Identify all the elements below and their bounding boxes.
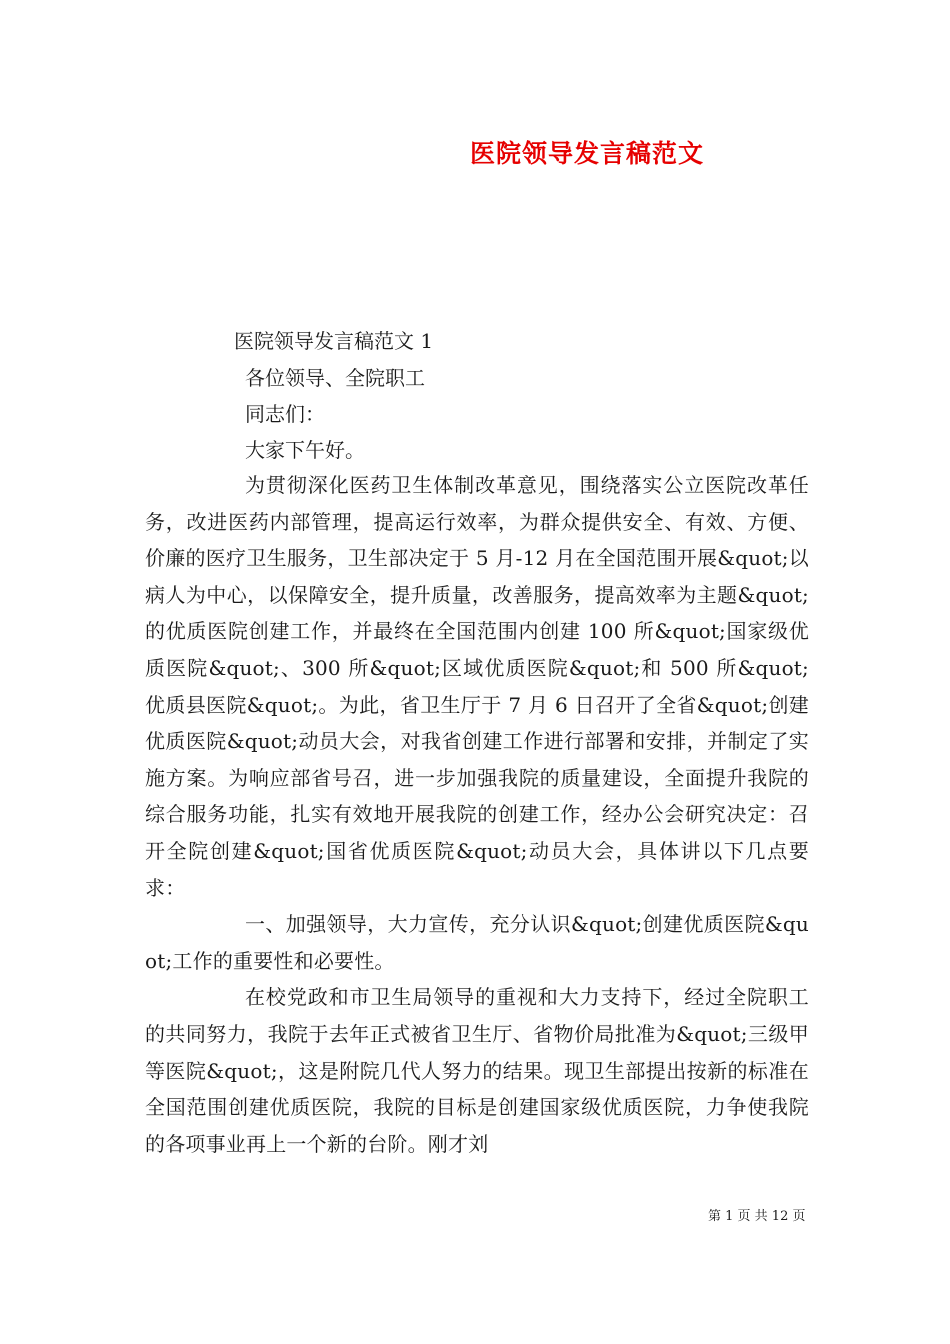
salutation-line-1: 各位领导、全院职工 [245, 366, 425, 390]
paragraph-3: 在校党政和市卫生局领导的重视和大力支持下，经过全院职工的共同努力，我院于去年正式被省卫生厅、省物价局批准为&quot;三级甲等医院&quot;，这是附院几代人努力的结果。现卫生部提出按新的标准在全国范围创建优质医院，我院的目标是创建国家级优质医院，力争使我院的各项事业再上一个新的台阶。刚才刘 [145, 985, 809, 1156]
paragraph-2: 一、加强领导，大力宣传，充分认识&quot;创建优质医院&quot;工作的重要性和必要性。 [145, 912, 809, 973]
page-number-footer: 第 1 页 共 12 页 [708, 1209, 806, 1224]
subheading: 医院领导发言稿范文 1 [234, 329, 434, 353]
document-title: 医院领导发言稿范文 [470, 139, 705, 168]
greeting-line: 大家下午好。 [245, 438, 365, 462]
body-text [145, 467, 809, 1162]
salutation-line-2: 同志们： [245, 402, 325, 426]
paragraph-1: 为贯彻深化医药卫生体制改革意见，围绕落实公立医院改革任务，改进医药内部管理，提高运行效率，为群众提供安全、有效、方便、价廉的医疗卫生服务，卫生部决定于 5 月-12 月在全国范围开展&quot;以病人为中心，以保障安全，提升质量，改善服务，提高效率为主题&quot;的优质医院创建工作，并最终在全国范围内创建 100 所&quot;国家级优质医院&quot;、300 所&quot;区域优质医院&quot;和 500 所&quot;优质县医院&quot;。为此，省卫生厅于 7 月 6 日召开了全省&quot;创建优质医院&quot;动员大会，对我省创建工作进行部署和安排，并制定了实施方案。为响应部省号召，进一步加强我院的质量建设，全面提升我院的综合服务功能，扎实有效地开展我院的创建工作，经办公会研究决定：召开全院创建&quot;国省优质医院&quot;动员大会，具体讲以下几点要求： [145, 473, 809, 900]
